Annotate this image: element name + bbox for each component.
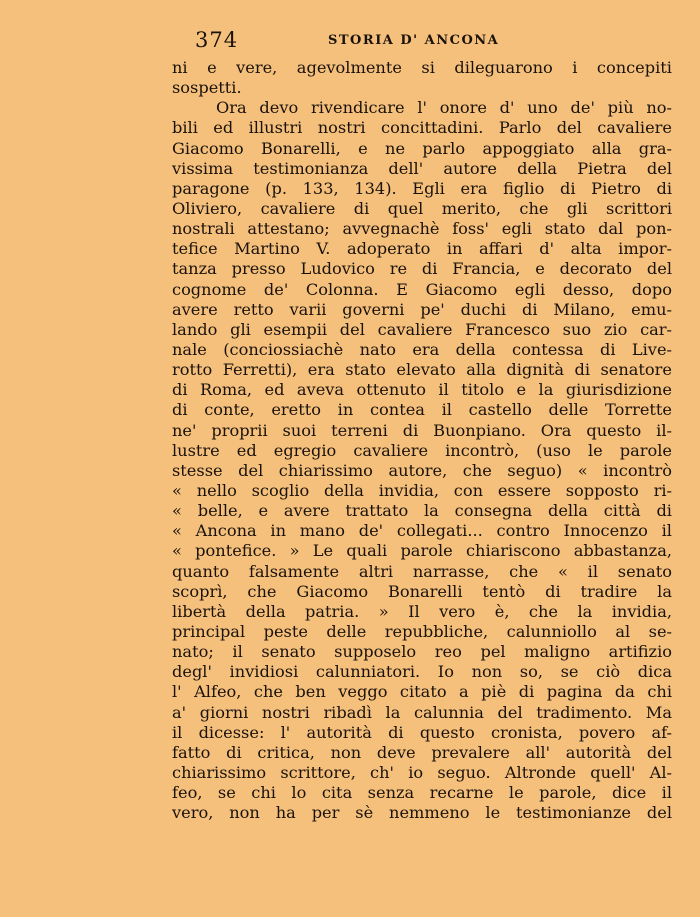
body-text [172,58,672,823]
text-line: « belle, e avere trattato la consegna della città di [172,501,672,521]
text-line: fatto di critica, non deve prevalere all' autorità del [172,742,672,762]
text-line: « nello scoglio della invidia, con essere sopposto ri- [172,480,672,500]
text-line: Giacomo Bonarelli, e ne parlo appoggiato alla gra- [172,138,672,158]
page-number: 374 [195,28,239,52]
text-line: il dicesse: l' autorità di questo cronista, povero af- [172,722,672,742]
text-line: di Roma, ed aveva ottenuto il titolo e la giurisdizione [172,380,672,400]
text-line: Ora devo rivendicare l' onore d' uno de' più no- [216,98,672,118]
text-line: paragone (p. 133, 134). Egli era figlio di Pietro di [172,178,672,198]
running-title: STORIA D' ANCONA [328,33,500,48]
text-line: avere retto varii governi pe' duchi di Milano, emu- [172,299,672,319]
text-line: « Ancona in mano de' collegati... contro Innocenzo il [172,521,672,541]
text-line: libertà della patria. » Il vero è, che la invidia, [172,601,672,621]
text-line: vero, non ha per sè nemmeno le testimonianze del [172,803,672,823]
text-line: tanza presso Ludovico re di Francia, e decorato del [172,259,672,279]
text-line: degl' invidiosi calunniatori. Io non so, se ciò dica [172,662,672,682]
text-line: chiarissimo scrittore, ch' io seguo. Altronde quell' Al- [172,762,672,782]
page-header [195,28,655,54]
text-line: l' Alfeo, che ben veggo citato a piè di pagina da chi [172,682,672,702]
text-line: ne' proprii suoi terreni di Buonpiano. Ora questo il- [172,420,672,440]
text-line: sospetti. [172,78,242,98]
text-line: scoprì, che Giacomo Bonarelli tentò di tradire la [172,581,672,601]
text-line: tefice Martino V. adoperato in affari d' alta impor- [172,239,672,259]
text-line: quanto falsamente altri narrasse, che « il senato [172,561,672,581]
text-line: stesse del chiarissimo autore, che seguo) « incontrò [172,460,672,480]
text-line: ni e vere, agevolmente si dileguarono i concepiti [172,58,672,77]
text-line: « pontefice. » Le quali parole chiariscono abbastanza, [172,541,672,561]
text-line: nale (conciossiachè nato era della contessa di Live- [172,339,672,359]
text-line: feo, se chi lo cita senza recarne le parole, dice il [172,783,672,803]
text-line: rotto Ferretti), era stato elevato alla dignità di senatore [172,360,672,380]
text-line: Oliviero, cavaliere di quel merito, che gli scrittori [172,198,672,218]
text-line: a' giorni nostri ribadì la calunnia del tradimento. Ma [172,702,672,722]
text-line: nato; il senato supposelo reo pel maligno artifizio [172,642,672,662]
text-line: di conte, eretto in contea il castello delle Torrette [172,400,672,420]
text-line: cognome de' Colonna. E Giacomo egli desso, dopo [172,279,672,299]
text-line: lando gli esempii del cavaliere Francesco suo zio car- [172,319,672,339]
text-line: nostrali attestano; avvegnachè foss' egli stato dal pon- [172,219,672,239]
text-line: lustre ed egregio cavaliere incontrò, (uso le parole [172,440,672,460]
text-line: vissima testimonianza dell' autore della Pietra del [172,158,672,178]
text-line: principal peste delle repubbliche, calunniollo al se- [172,621,672,641]
text-line: bili ed illustri nostri concittadini. Parlo del cavaliere [172,118,672,138]
